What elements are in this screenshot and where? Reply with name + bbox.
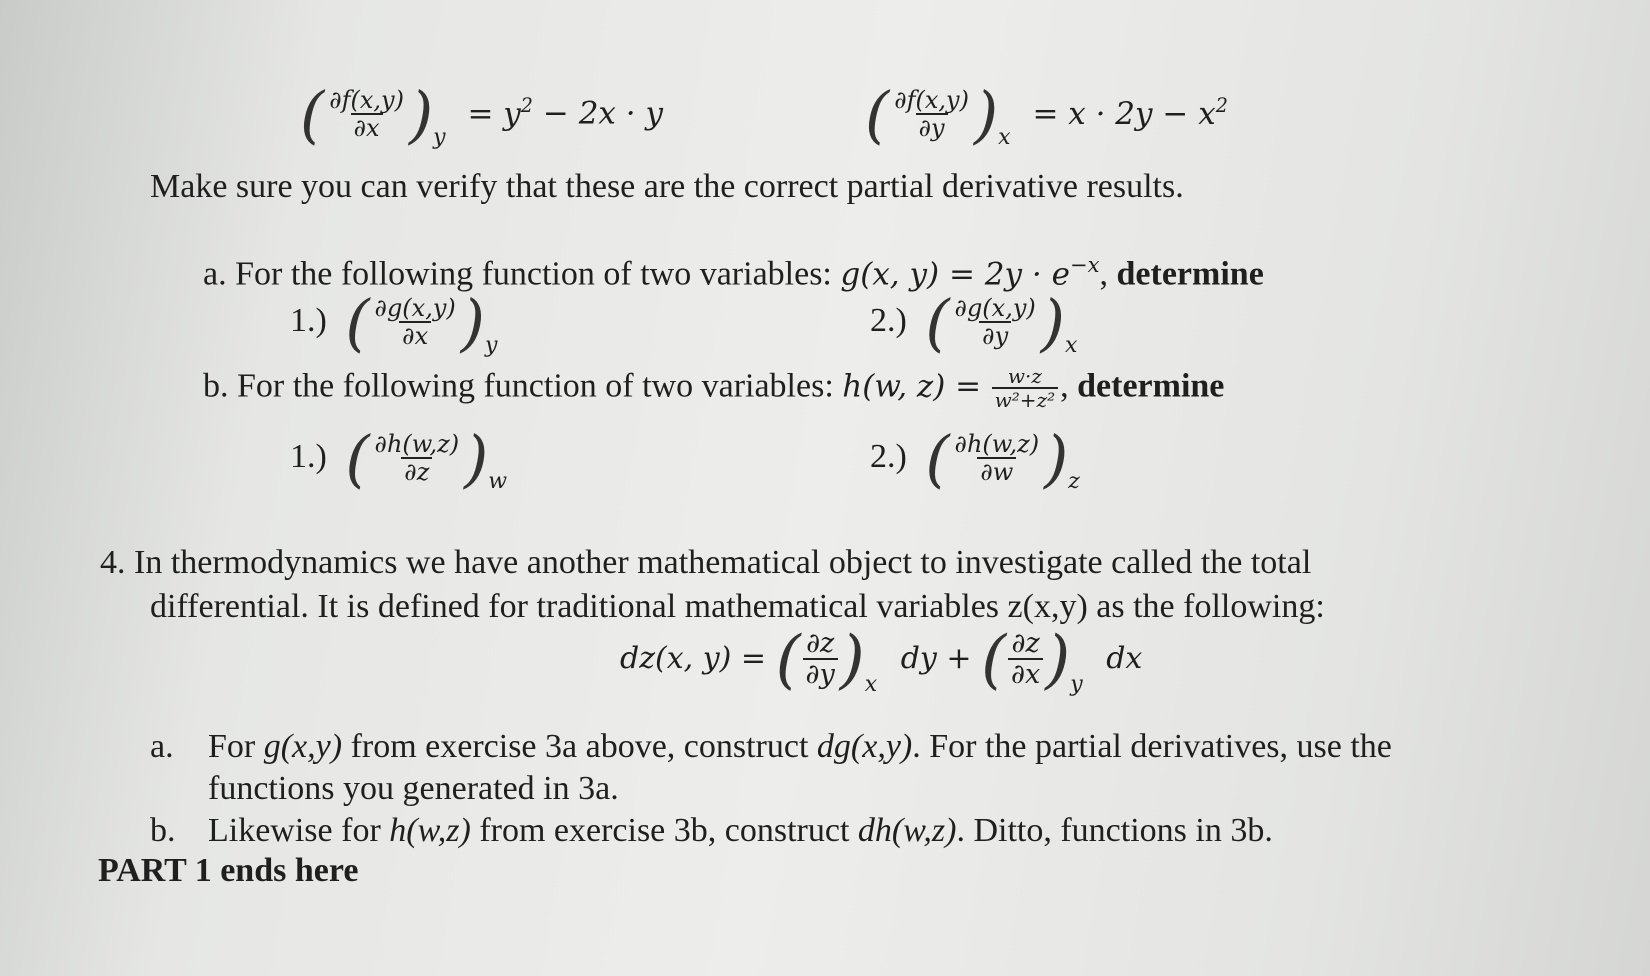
part-a-comma: , [1099,255,1109,293]
part-a-item-1-subscript: y [484,332,498,358]
eq2-denominator: ∂y [916,113,948,141]
part-a-determine: determine [1116,255,1264,293]
part-a-item-2-denominator: ∂y [979,321,1011,349]
part-a-item-2-label: 2.) [870,301,907,339]
q4-a-p2: g(x,y) [263,728,343,765]
q4-number: 4. [100,544,126,581]
part-b-determine: determine [1077,367,1225,405]
part-b-item-2-numerator: ∂h(w,z) [954,430,1040,459]
partial-eq-fx: ( $\frac{\partial f(x,y)}{\partial x}$ ) y = $y^2 - 2x \cdot y$ [300,78,663,151]
eq2-subscript: x [998,124,1011,150]
formula-t2-denominator: ∂x [1008,658,1043,690]
part-end-footer: PART 1 ends here [98,852,359,889]
part-a-label: a. [203,255,227,293]
part-a-function: g(x, y) = 2y · e [840,256,1070,293]
part-b-label: b. [203,367,229,405]
verify-text: Make sure you can verify that these are the correct partial derivative results. [150,168,1184,205]
part-b-item-1-subscript: w [488,468,508,494]
q4-b-p2: h(w,z) [389,812,471,849]
eq1-rhs-b: − 2x · y [533,95,663,132]
q4-a-label: a. [150,728,174,765]
q4-a-p5: . For the partial derivatives, use the [912,728,1392,765]
part-b-item-2: 2.) ( $\frac{\partial h(w,z)}{\partial w}$ ) z [870,422,1080,495]
part-b-frac-denominator: w²+z² [992,387,1058,411]
q4-b-label: b. [150,812,176,849]
formula-t2-subscript: y [1070,671,1083,697]
formula-t1-subscript: x [864,671,878,697]
part-a-item-1-denominator: ∂x [399,321,431,349]
eq2-rhs-a: = x · 2y − x [1032,95,1216,132]
part-b-function: h(w, z) = [842,368,982,405]
formula-t2-numerator: ∂z [1011,627,1040,659]
q4-line-1-text: In thermodynamics we have another mathematical object to investigate called the total [134,544,1312,581]
part-b-item-1-numerator: ∂h(w,z) [374,430,460,459]
part-b-item-2-denominator: ∂w [977,457,1016,485]
total-differential-formula: dz(x, y) = ( $\frac{\partial z}{\partial y}$ ) x dy + ( $\frac{\partial z}{\partial x}$ ) y dx [620,623,1143,697]
formula-t1-after: dy + [900,641,972,676]
part-b-item-2-subscript: z [1068,468,1080,494]
part-b-frac-numerator: w·z [1007,364,1042,388]
part-a-item-2: 2.) ( $\frac{\partial g(x,y)}{\partial y}$ ) x [870,286,1078,359]
eq2-numerator: ∂f(x,y) [894,86,969,115]
eq1-rhs-exp: 2 [520,94,534,118]
part-a-item-1-numerator: ∂g(x,y) [374,294,456,323]
q4-a-line-1 [208,728,1392,766]
q4-b-p5: . Ditto, functions in 3b. [956,812,1273,849]
q4-line-1 [100,544,1311,582]
part-b-comma: , [1060,367,1069,405]
formula-t1-denominator: ∂y [803,658,838,690]
formula-t2-after: dx [1106,641,1143,676]
part-a-item-1-label: 1.) [290,301,327,339]
part-a-function-exp: −x [1069,252,1100,277]
q4-a-p4: dg(x,y) [816,728,913,765]
q4-line-2: differential. It is defined for traditional mathematical variables z(x,y) as the following: [150,588,1325,625]
eq1-numerator: ∂f(x,y) [329,86,404,115]
q4-b-p3: from exercise 3b, construct [470,812,858,849]
q4-b-line [208,812,1273,850]
part-b-item-1-label: 1.) [290,437,327,475]
eq1-denominator: ∂x [351,113,383,141]
part-b-text: For the following function of two variables: [237,367,834,405]
eq1-subscript: y [433,124,446,150]
q4-a-p1: For [208,728,264,765]
part-b-item-1-denominator: ∂z [401,457,432,485]
eq1-rhs-a: = y [467,95,521,132]
part-b-item-2-label: 2.) [870,437,907,475]
part-a-item-2-subscript: x [1064,332,1078,358]
partial-eq-fy: ( $\frac{\partial f(x,y)}{\partial y}$ ) x = $x \cdot 2y - x^2$ [865,78,1228,151]
q4-b-p1: Likewise for [208,812,390,849]
formula-t1-numerator: ∂z [806,627,835,659]
part-a-text: For the following function of two variables: [235,255,832,293]
part-a-item-2-numerator: ∂g(x,y) [954,294,1036,323]
q4-b-p4: dh(w,z) [857,812,957,849]
eq2-rhs-exp: 2 [1215,94,1228,118]
part-a-item-1: 1.) ( $\frac{\partial g(x,y)}{\partial x}$ ) y [290,286,498,359]
q4-a-p3: from exercise 3a above, construct [342,728,817,765]
q4-a-line-2: functions you generated in 3a. [208,770,619,807]
part-b-item-1: 1.) ( $\frac{\partial h(w,z)}{\partial z}$ ) w [290,422,508,495]
formula-lhs: dz(x, y) = [620,641,767,676]
part-b-line [203,366,1224,411]
